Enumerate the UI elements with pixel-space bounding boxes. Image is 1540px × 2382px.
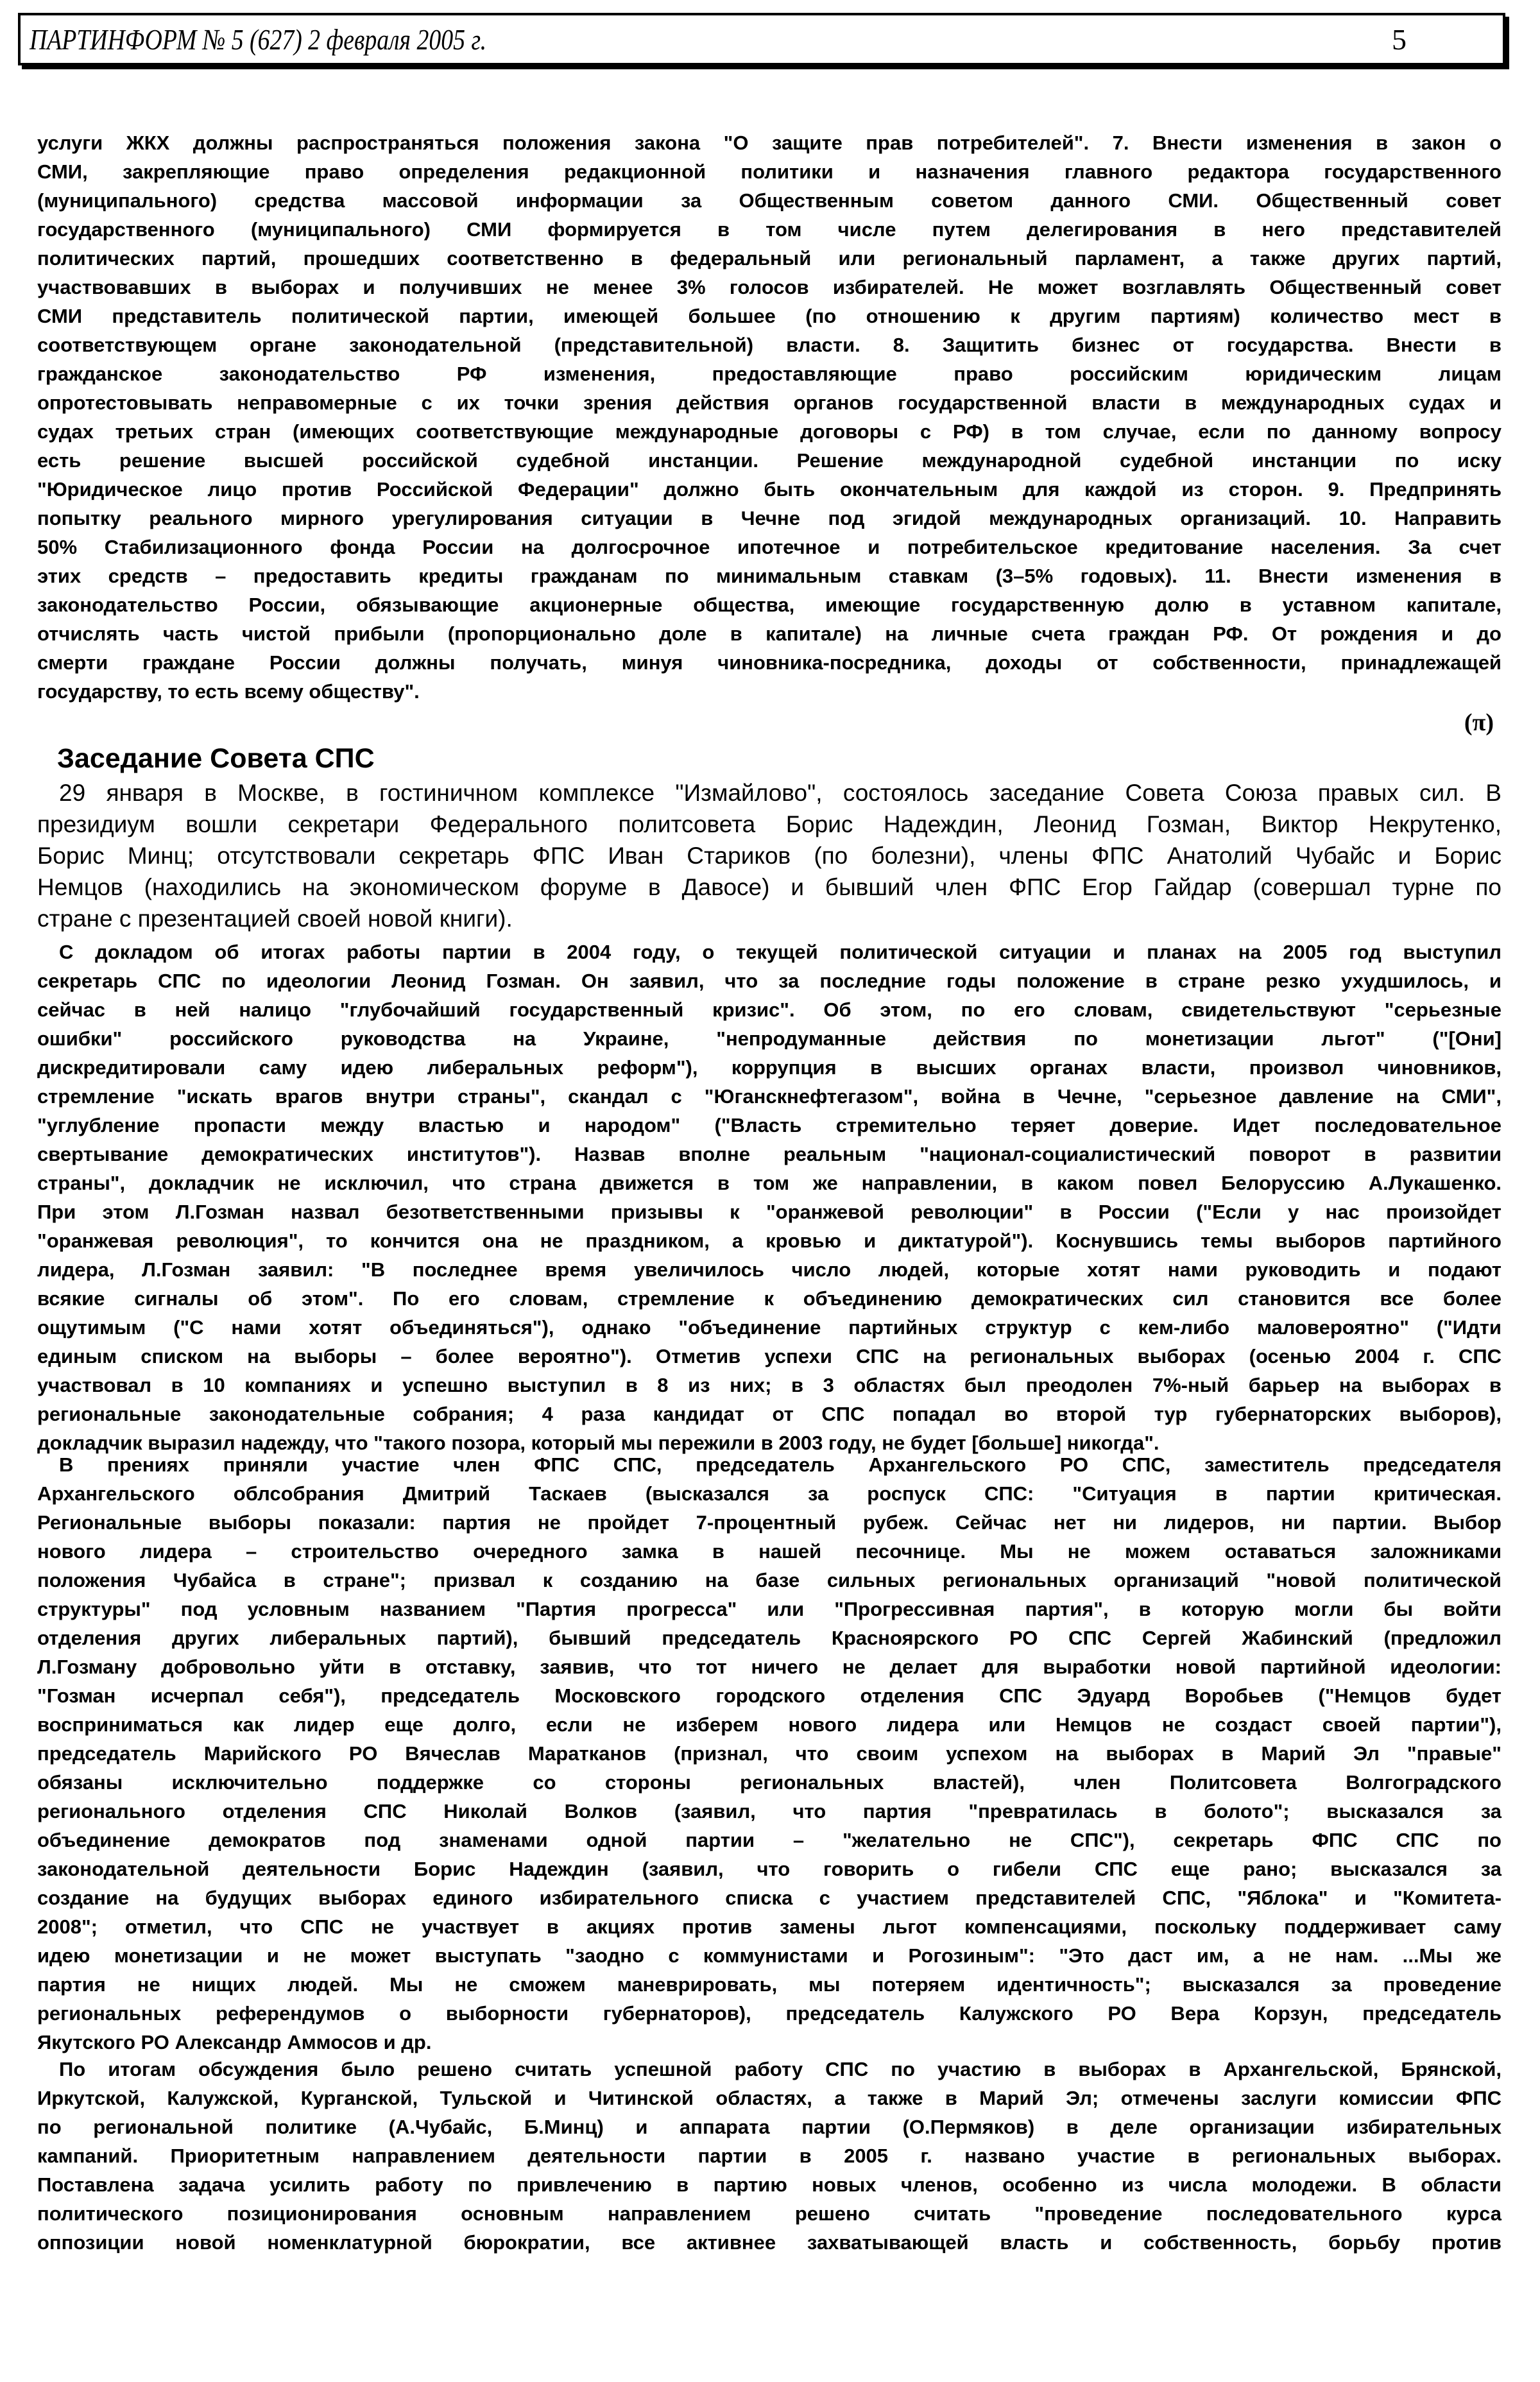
text-line: услуги ЖКХ должны распространяться положения закона "О защите прав потребителей". 7. Внести изменения в закон о: [37, 132, 1502, 154]
text-line: обязаны исключительно поддержке со стороны региональных властей), член Политсовета Волгоградского: [37, 1771, 1502, 1794]
text-line: В прениях приняли участие член ФПС СПС, председатель Архангельского РО СПС, заместитель председателя: [59, 1453, 1502, 1476]
text-line: Немцов (находились на экономическом форуме в Давосе) и бывший член ФПС Егор Гайдар (совершал турне по: [37, 874, 1502, 900]
paragraph-results: [37, 2055, 1502, 2257]
text-line: "Юридическое лицо против Российской Федерации" должно быть окончательным для каждой из сторон. 9. Предпринять: [37, 478, 1502, 501]
text-line: смерти граждане России должны получать, минуя чиновника-посредника, доходы от собственности, принадлежащей: [37, 651, 1502, 674]
text-line: стране с презентацией своей новой книги).: [37, 905, 513, 932]
text-line: соответствующем органе законодательной (представительной) власти. 8. Защитить бизнес от государства. Внести в: [37, 334, 1502, 356]
text-line: стремление "искать врагов внутри страны", скандал с "Юганскнефтегазом", война в Чечне, "серьезное давление на СМИ",: [37, 1085, 1502, 1108]
text-line: есть решение высшей российской судебной инстанции. Решение международной судебной инстанции по иску: [37, 449, 1502, 472]
text-line: Борис Минц; отсутствовали секретарь ФПС Иван Стариков (по болезни), члены ФПС Анатолий Чубайс и Борис: [37, 843, 1502, 869]
text-line: государству, то есть всему обществу".: [37, 680, 420, 703]
text-line: восприниматься как лидер еще долго, если не изберем нового лидера или Немцов не создаст своей партии"),: [37, 1713, 1502, 1736]
text-line: отчислять часть чистой прибыли (пропорционально доле в капитале) на личные счета граждан РФ. От рождения и до: [37, 622, 1502, 645]
page-number: 5: [1392, 23, 1407, 56]
paragraph-report: [37, 938, 1502, 1457]
text-line: отделения других либеральных партий), бывший председатель Красноярского РО СПС Сергей Жабинский (предложил: [37, 1627, 1502, 1649]
text-line: 29 января в Москве, в гостиничном комплексе "Измайлово", состоялось заседание Совета Союза правых сил. В: [59, 780, 1502, 806]
text-line: законодательной деятельности Борис Надеждин (заявил, что говорить о гибели СПС еще рано; высказался за: [37, 1858, 1502, 1880]
publication-title: ПАРТИНФОРМ № 5 (627) 2 февраля 2005 г.: [30, 23, 487, 56]
text-line: Региональные выборы показали: партия не пройдет 7-процентный рубеж. Сейчас нет ни лидеров, ни партии. Выбор: [37, 1511, 1502, 1534]
text-line: объединение демократов под знаменами одной партии – "желательно не СПС"), секретарь ФПС СПС по: [37, 1829, 1502, 1851]
text-line: создание на будущих выборах единого избирательного списка с участием представителей СПС, "Яблока" и "Комитета-: [37, 1887, 1502, 1909]
text-line: По итогам обсуждения было решено считать успешной работу СПС по участию в выборах в Архангельской, Брянской,: [59, 2058, 1502, 2080]
text-line: Якутского РО Александр Аммосов и др.: [37, 2031, 432, 2053]
text-line: лидера, Л.Гозман заявил: "В последнее время увеличилось число людей, которые хотят нами руководить и подают: [37, 1258, 1502, 1281]
text-line: этих средств – предоставить кредиты гражданам по минимальным ставкам (3–5% годовых). 11. Внести изменения в: [37, 565, 1502, 587]
article-heading: Заседание Совета СПС: [57, 743, 375, 774]
text-line: регионального отделения СПС Николай Волков (заявил, что партия "превратилась в болото"; высказался за: [37, 1800, 1502, 1822]
text-line: опротестовывать неправомерные с их точки зрения действия органов государственной власти в международных судах и: [37, 391, 1502, 414]
text-line: единым списком на выборы – более вероятно"). Отметив успехи СПС на региональных выборах (осенью 2004 г. СПС: [37, 1345, 1502, 1367]
text-line: положения Чубайса в стране"; призвал к созданию на базе сильных региональных организаций "новой политической: [37, 1569, 1502, 1591]
text-line: ощутимым ("С нами хотят объединяться"), однако "объединение партийных структур с кем-либо маловероятно" ("Идти: [37, 1316, 1502, 1339]
text-line: Иркутской, Калужской, Курганской, Тульской и Читинской областях, а также в Марий Эл; отмечены заслуги комиссии ФПС: [37, 2087, 1502, 2109]
article-intro: [37, 777, 1502, 934]
text-line: секретарь СПС по идеологии Леонид Гозман. Он заявил, что за последние годы положение в стране резко ухудшилось, и: [37, 970, 1502, 992]
text-line: 2008"; отметил, что СПС не участвует в акциях против замены льгот компенсациями, поскольку поддерживает саму: [37, 1915, 1502, 1938]
text-line: гражданское законодательство РФ изменения, предоставляющие право российским юридическим лицам: [37, 363, 1502, 385]
paragraph-debate: [37, 1450, 1502, 2057]
text-line: "Гозман исчерпал себя"), председатель Московского городского отделения СПС Эдуард Воробьев ("Немцов будет: [37, 1684, 1502, 1707]
text-line: сейчас в ней налицо "глубочайший государственный кризис". Об этом, по его словам, свидетельствуют "серьезные: [37, 998, 1502, 1021]
text-line: страны", докладчик не исключил, что страна движется в том же направлении, в каком повел Белоруссию А.Лукашенко.: [37, 1172, 1502, 1194]
text-line: партия не нищих людей. Мы не сможем маневрировать, мы потеряем идентичность"; высказался за проведение: [37, 1973, 1502, 1996]
page-header: [18, 13, 1505, 65]
text-line: законодательство России, обязывающие акционерные общества, имеющие государственную долю в уставном капитале,: [37, 594, 1502, 616]
text-line: С докладом об итогах работы партии в 2004 году, о текущей политической ситуации и планах на 2005 год выступил: [59, 941, 1502, 963]
text-line: структуры" под условным названием "Партия прогресса" или "Прогрессивная партия", в которую могли бы войти: [37, 1598, 1502, 1620]
article-continuation: [37, 128, 1502, 706]
text-line: судах третьих стран (имеющих соответствующие международные договоры с РФ) в том случае, если по данному вопросу: [37, 420, 1502, 443]
text-line: дискредитировали саму идею либеральных реформ"), коррупция в высших органах власти, произвол чиновников,: [37, 1056, 1502, 1079]
text-line: участвовавших в выборах и получивших не менее 3% голосов избирателей. Не может возглавлять Общественный совет: [37, 276, 1502, 298]
text-line: СМИ, закрепляющие право определения редакционной политики и назначения главного редактора государственного: [37, 160, 1502, 183]
text-line: региональных референдумов о выборности губернаторов), председатель Калужского РО Вера Корзун, председатель: [37, 2002, 1502, 2025]
text-line: кампаний. Приоритетным направлением деятельности партии в 2005 г. названо участие в региональных выборах.: [37, 2145, 1502, 2167]
text-line: 50% Стабилизационного фонда России на долгосрочное ипотечное и потребительское кредитование населения. За счет: [37, 536, 1502, 558]
text-line: участвовал в 10 компаниях и успешно выступил в 8 из них; в 3 областях был преодолен 7%-ный барьер на выборах в: [37, 1374, 1502, 1396]
text-line: Л.Гозману добровольно уйти в отставку, заявив, что тот ничего не делает для выработки новой партийной идеологии:: [37, 1656, 1502, 1678]
text-line: "оранжевая революция", то кончится она не праздником, а кровью и диктатурой"). Коснувшись темы выборов партийного: [37, 1230, 1502, 1252]
text-line: попытку реального мирного урегулирования ситуации в Чечне под эгидой международных организаций. 10. Направить: [37, 507, 1502, 529]
text-line: нового лидера – строительство очередного замка в нашей песочнице. Мы не можем оставаться заложниками: [37, 1540, 1502, 1563]
text-line: председатель Марийского РО Вячеслав Маратканов (признал, что своим успехом на выборах в Марий Эл "правые": [37, 1742, 1502, 1765]
text-line: При этом Л.Гозман назвал безответственными призывы к "оранжевой революции" в России ("Если у нас произойдет: [37, 1201, 1502, 1223]
text-line: Архангельского облсобрания Дмитрий Таскаев (высказался за роспуск СПС: "Ситуация в партии критическая.: [37, 1482, 1502, 1505]
text-line: идею монетизации и не может выступать "заодно с коммунистами и Рогозиным": "Это даст им, а не нам. ...Мы же: [37, 1944, 1502, 1967]
text-line: свертывание демократических институтов"). Назвав вполне реальным "национал-социалистический поворот в развитии: [37, 1143, 1502, 1165]
text-line: (муниципального) средства массовой информации за Общественным советом данного СМИ. Общественный совет: [37, 189, 1502, 212]
text-line: ошибки" российского руководства на Украине, "непродуманные действия по монетизации льгот" ("[Они]: [37, 1027, 1502, 1050]
text-line: президиум вошли секретари Федерального политсовета Борис Надеждин, Леонид Гозман, Виктор Некрутенко,: [37, 811, 1502, 837]
text-line: докладчик выразил надежду, что "такого позора, который мы пережили в 2003 году, не будет [больше] никогда".: [37, 1432, 1159, 1454]
author-signature: (π): [1464, 709, 1494, 736]
text-line: всякие сигналы об этом". По его словам, стремление к объединению демократических сил становится все более: [37, 1287, 1502, 1310]
text-line: по региональной политике (А.Чубайс, Б.Минц) и аппарата партии (О.Пермяков) в деле организации избирательных: [37, 2116, 1502, 2138]
text-line: политических партий, прошедших соответственно в федеральный или региональный парламент, а также других партий,: [37, 247, 1502, 270]
text-line: оппозиции новой номенклатурной бюрократии, все активнее захватывающей власть и собственность, борьбу против: [37, 2231, 1502, 2254]
text-line: политического позиционирования основным направлением решено считать "проведение последовательного курса: [37, 2202, 1502, 2225]
text-line: государственного (муниципального) СМИ формируется в том числе путем делегирования в него представителей: [37, 218, 1502, 241]
text-line: региональные законодательные собрания; 4 раза кандидат от СПС попадал во второй тур губернаторских выборов),: [37, 1403, 1502, 1425]
text-line: СМИ представитель политической партии, имеющей большее (по отношению к другим партиям) количество мест в: [37, 305, 1502, 327]
text-line: "углубление пропасти между властью и народом" ("Власть стремительно теряет доверие. Идет последовательное: [37, 1114, 1502, 1136]
text-line: Поставлена задача усилить работу по привлечению в партию новых членов, особенно из числа молодежи. В области: [37, 2173, 1502, 2196]
